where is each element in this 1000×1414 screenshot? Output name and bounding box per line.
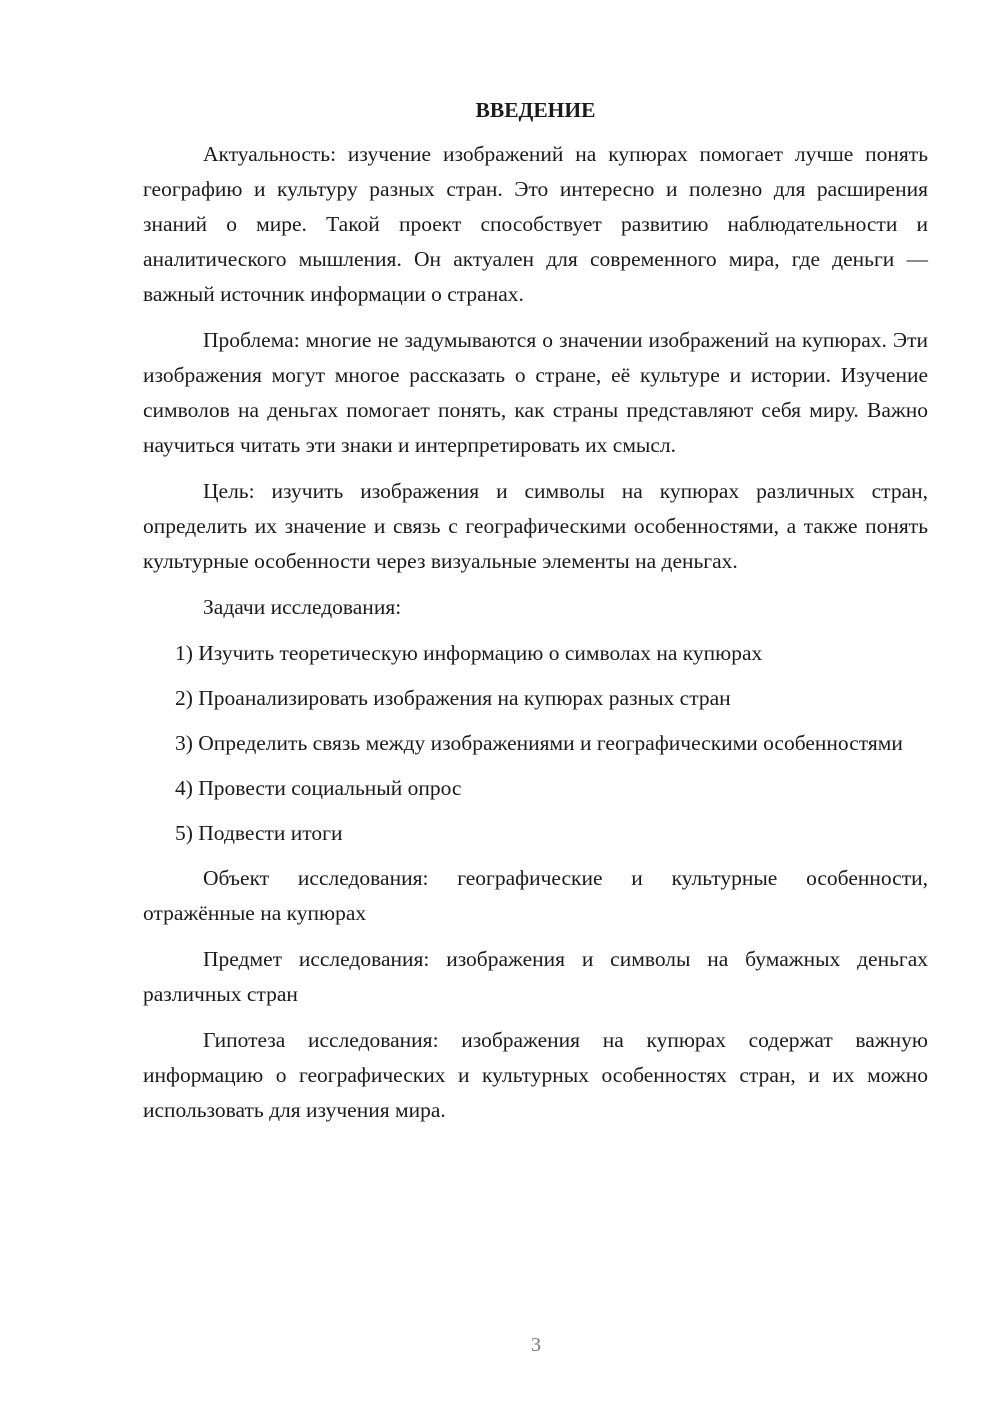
task-item-2: 2) Проанализировать изображения на купюрах разных стран [175,686,731,710]
task-item-1: 1) Изучить теоретическую информацию о символах на купюрах [175,641,763,665]
paragraph-problem: Проблема: многие не задумываются о значении изображений на купюрах. Эти изображения могут многое рассказать о стране, её культуре и истории. Изучение символов на деньгах помогает понять, как страны представляют себя миру. Важно научиться читать эти знаки и интерпретировать их смысл. [143,328,928,457]
paragraph-subject: Предмет исследования: изображения и символы на бумажных деньгах различных стран [143,947,928,1006]
task-item-5: 5) Подвести итоги [175,821,343,845]
page-content [143,93,928,1139]
section-heading: ВВЕДЕНИЕ [475,98,596,122]
task-item-3: 3) Определить связь между изображениями и географическими особенностями [175,731,903,755]
paragraph-hypothesis: Гипотеза исследования: изображения на купюрах содержат важную информацию о географических и культурных особенностях стран, и их можно использовать для изучения мира. [143,1028,928,1122]
tasks-title: Задачи исследования: [203,595,402,619]
task-item-4: 4) Провести социальный опрос [175,776,462,800]
page-number: 3 [531,1334,541,1356]
paragraph-goal: Цель: изучить изображения и символы на купюрах различных стран, определить их значение и связь с географическими особенностями, а также понять культурные особенности через визуальные элементы на деньгах. [143,479,928,573]
paragraph-object: Объект исследования: географические и культурные особенности, отражённые на купюрах [143,866,928,925]
paragraph-relevance: Актуальность: изучение изображений на купюрах помогает лучше понять географию и культуру разных стран. Это интересно и полезно для расширения знаний о мире. Такой проект способствует развитию наблюдательности и аналитического мышления. Он актуален для современного мира, где деньги — важный источник информации о странах. [143,142,928,306]
